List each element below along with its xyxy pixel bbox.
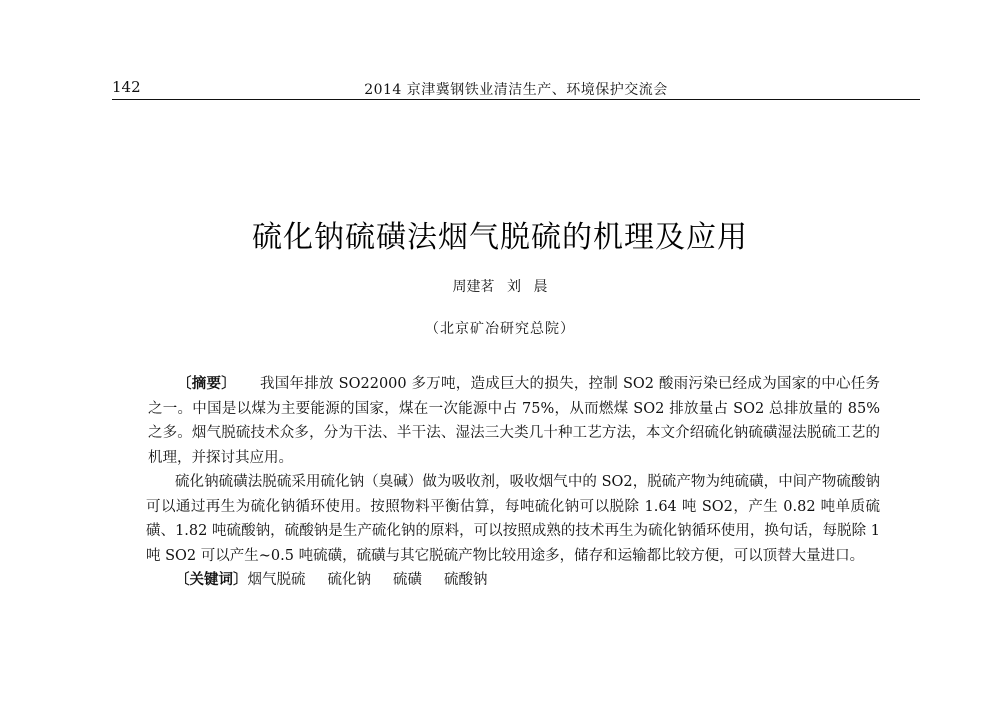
abstract-text-1: 我国年排放 SO22000 多万吨，造成巨大的损失，控制 SO2 酸雨污染已经成为国家的中心任务之一。中国是以煤为主要能源的国家，煤在一次能源中占 75%，从而燃煤 SO2 排放量占 SO2 总排放量的 85%之多。烟气脱硫技术众多，分为干法、半干法、湿法三大类几十种工艺方法，本文介绍硫化钠硫磺湿法脱硫工艺的机理，并探讨其应用。: [148, 376, 880, 466]
journal-title: 2014 京津冀钢铁业清洁生产、环境保护交流会: [364, 82, 668, 98]
abstract-label: 〔摘要〕: [177, 376, 237, 392]
abstract-paragraph-1: [146, 372, 880, 470]
affiliation: （北京矿冶研究总院）: [425, 321, 575, 337]
keywords-row: [146, 568, 880, 593]
page-number: 142: [112, 78, 141, 96]
keywords-label: 〔关键词〕: [175, 572, 248, 588]
keyword: 硫化钠: [327, 572, 371, 588]
abstract-paragraph-2: 硫化钠硫磺法脱硫采用硫化钠（臭碱）做为吸收剂，吸收烟气中的 SO2，脱硫产物为纯硫磺，中间产物硫酸钠可以通过再生为硫化钠循环使用。按照物料平衡估算，每吨硫化钠可以脱除 1.64 吨 SO2，产生 0.82 吨单质硫磺、1.82 吨硫酸钠，硫酸钠是生产硫化钠的原料，可以按照成熟的技术再生为硫化钠循环使用，换句话，每脱除 1 吨 SO2 可以产生~0.5 吨硫磺，硫磺与其它脱硫产物比较用途多，储存和运输都比较方便，可以顶替大量进口。: [146, 474, 880, 564]
header-rule: [112, 99, 920, 100]
authors: 周建茗 刘 晨: [452, 279, 548, 295]
abstract-section: [146, 372, 880, 593]
keyword: 烟气脱硫: [247, 572, 306, 588]
keyword: 硫磺: [393, 572, 422, 588]
running-header: [112, 74, 920, 102]
keyword: 硫酸钠: [444, 572, 488, 588]
paper-title: 硫化钠硫磺法烟气脱硫的机理及应用: [252, 220, 748, 255]
